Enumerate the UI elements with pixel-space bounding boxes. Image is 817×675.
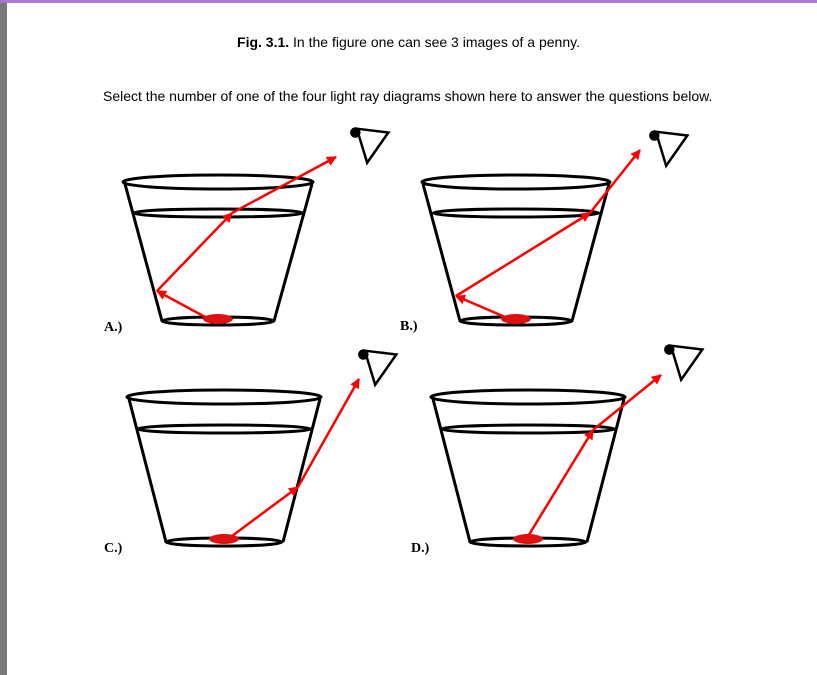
diagram-a[interactable] [123, 115, 388, 325]
glass-icon [123, 175, 313, 325]
penny-icon [203, 314, 233, 324]
glass-icon [422, 175, 610, 325]
diagram-d[interactable] [431, 332, 702, 546]
diagram-label-b[interactable]: B.) [400, 319, 418, 334]
diagram-label-c[interactable]: C.) [104, 541, 123, 556]
eye-icon [641, 118, 688, 166]
eye-icon [342, 115, 389, 163]
instructions-text: Select the number of one of the four light ray diagrams shown here to answer the questions below. [103, 88, 713, 104]
diagram-label-d[interactable]: D.) [411, 541, 430, 556]
glass-icon [431, 390, 625, 546]
diagram-b[interactable] [422, 118, 687, 325]
diagram-c[interactable] [127, 337, 396, 546]
glass-icon [127, 390, 321, 546]
penny-icon [501, 314, 531, 324]
caption-figure-number: Fig. 3.1. [237, 34, 290, 50]
caption-text: In the figure one can see 3 images of a penny. [289, 34, 580, 50]
eye-icon [350, 337, 397, 385]
diagram-label-a[interactable]: A.) [104, 320, 123, 335]
eye-icon [656, 332, 703, 380]
